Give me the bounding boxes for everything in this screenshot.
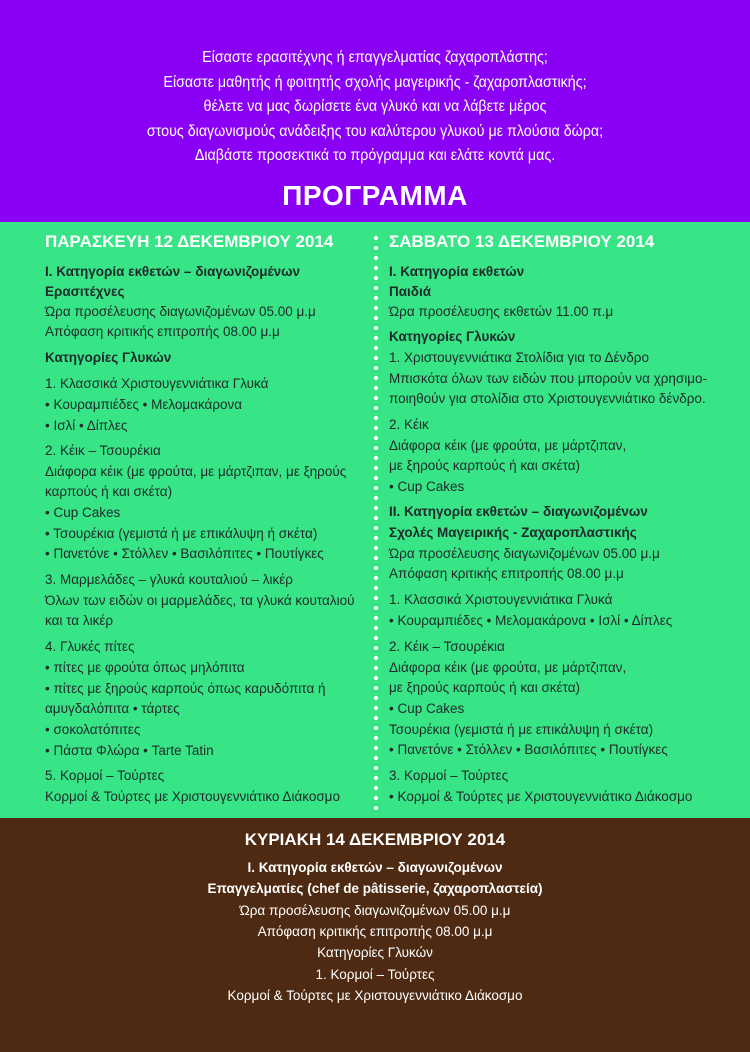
divider-dot	[374, 716, 378, 720]
saturday-line: Σχολές Μαγειρικής - Ζαχαροπλαστικής	[389, 525, 637, 540]
friday-heading: ΠΑΡΑΣΚΕΥΗ 12 ΔΕΚΕΜΒΡΙΟΥ 2014	[45, 232, 334, 251]
divider-dot	[374, 496, 378, 500]
divider-dot	[374, 416, 378, 420]
saturday-line: 1. Κλασσικά Χριστουγεννιάτικα Γλυκά	[389, 592, 613, 607]
friday-line: • Τσουρέκια (γεμιστά ή με επικάλυψη ή σκέτα)	[45, 526, 318, 541]
divider-dot	[374, 296, 378, 300]
friday-line: I. Κατηγορία εκθετών – διαγωνιζομένων	[45, 264, 301, 279]
divider-dot	[374, 546, 378, 550]
friday-line: • πίτες με ξηρούς καρπούς όπως καρυδόπιτα ή	[45, 681, 326, 696]
divider-dot	[374, 436, 378, 440]
program-columns	[0, 222, 750, 818]
saturday-line: • Κορμοί & Τούρτες με Χριστουγεννιάτικο Διάκοσμο	[389, 789, 693, 804]
divider-dot	[374, 306, 378, 310]
divider-dot	[374, 586, 378, 590]
friday-line: Κατηγορίες Γλυκών	[45, 350, 172, 365]
divider-dot	[374, 466, 378, 470]
friday-line: και τα λικέρ	[45, 613, 114, 628]
saturday-line: 3. Κορμοί – Τούρτες	[389, 768, 509, 783]
divider-dot	[374, 646, 378, 650]
divider-dot	[374, 756, 378, 760]
divider-dot	[374, 526, 378, 530]
friday-line: Ερασιτέχνες	[45, 284, 125, 299]
saturday-line: • Cup Cakes	[389, 479, 465, 494]
saturday-line: Κατηγορίες Γλυκών	[389, 329, 516, 344]
intro-section	[0, 0, 750, 222]
divider-dot	[374, 666, 378, 670]
divider-dot	[374, 456, 378, 460]
divider-dot	[374, 396, 378, 400]
divider-dot	[374, 566, 378, 570]
divider-dot	[374, 796, 378, 800]
saturday-line: Απόφαση κριτικής επιτροπής 08.00 μ.μ	[389, 566, 624, 581]
divider-dot	[374, 656, 378, 660]
saturday-line: Παιδιά	[389, 284, 432, 299]
divider-dot	[374, 326, 378, 330]
divider-dot	[374, 686, 378, 690]
friday-line: 3. Μαρμελάδες – γλυκά κουταλιού – λικέρ	[45, 572, 293, 587]
saturday-line: Μπισκότα όλων των ειδών που μπορούν να χρησιμο-	[389, 371, 708, 386]
divider-dot	[374, 616, 378, 620]
friday-line: καρπούς ή και σκέτα)	[45, 484, 173, 499]
divider-dot	[374, 596, 378, 600]
divider-dot	[374, 446, 378, 450]
intro-line: στους διαγωνισμούς ανάδειξης του καλύτερου γλυκού με πλούσια δώρα;	[146, 122, 604, 140]
divider-dot	[374, 786, 378, 790]
saturday-line: • Πανετόνε • Στόλλεν • Βασιλόπιτες • Πουτίγκες	[389, 742, 668, 757]
friday-line: Ώρα προσέλευσης διαγωνιζομένων 05.00 μ.μ	[45, 304, 316, 319]
saturday-line: Διάφορα κέικ (με φρούτα, με μάρτζιπαν,	[389, 660, 627, 675]
friday-line: Απόφαση κριτικής επιτροπής 08.00 μ.μ	[45, 324, 280, 339]
divider-dot	[374, 676, 378, 680]
divider-dot	[374, 556, 378, 560]
saturday-line: 1. Χριστουγεννιάτικα Στολίδια για το Δένδρο	[389, 350, 649, 365]
saturday-heading: ΣΑΒΒΑΤΟ 13 ΔΕΚΕΜΒΡΙΟΥ 2014	[389, 232, 655, 251]
divider-dot	[374, 736, 378, 740]
friday-line: 1. Κλασσικά Χριστουγεννιάτικα Γλυκά	[45, 376, 269, 391]
divider-dot	[374, 726, 378, 730]
divider-dot	[374, 696, 378, 700]
friday-line: • Πάστα Φλώρα • Tarte Tatin	[45, 743, 214, 758]
intro-line: Είσαστε μαθητής ή φοιτητής σχολής μαγειρικής - ζαχαροπλαστικής;	[163, 73, 587, 91]
saturday-line: με ξηρούς καρπούς ή και σκέτα)	[389, 680, 581, 695]
divider-dot	[374, 256, 378, 260]
divider-dot	[374, 536, 378, 540]
divider-dot	[374, 266, 378, 270]
divider-dot	[374, 576, 378, 580]
divider-dot	[374, 606, 378, 610]
divider-dot	[374, 246, 378, 250]
saturday-line: I. Κατηγορία εκθετών	[389, 264, 525, 279]
friday-line: 5. Κορμοί – Τούρτες	[45, 768, 165, 783]
friday-line: • σοκολατόπιτες	[45, 722, 141, 737]
sunday-line: 1. Κορμοί – Τούρτες	[315, 967, 435, 982]
divider-dot	[374, 636, 378, 640]
divider-dot	[374, 286, 378, 290]
sunday-line: Κορμοί & Τούρτες με Χριστουγεννιάτικο Διάκοσμο	[227, 988, 523, 1003]
saturday-line: Τσουρέκια (γεμιστά ή με επικάλυψη ή σκέτα)	[389, 722, 654, 737]
divider-dot	[374, 706, 378, 710]
divider-dot	[374, 406, 378, 410]
sunday-line: Απόφαση κριτικής επιτροπής 08.00 μ.μ	[257, 924, 493, 939]
divider-dot	[374, 776, 378, 780]
friday-line: • Πανετόνε • Στόλλεν • Βασιλόπιτες • Πουτίγκες	[45, 546, 324, 561]
friday-line: • Κουραμπιέδες • Μελομακάρονα	[45, 397, 243, 412]
divider-dot	[374, 626, 378, 630]
divider-dot	[374, 376, 378, 380]
divider-dot	[374, 486, 378, 490]
saturday-line: II. Κατηγορία εκθετών – διαγωνιζομένων	[389, 504, 648, 519]
friday-line: Κορμοί & Τούρτες με Χριστουγεννιάτικο Διάκοσμο	[45, 789, 340, 804]
saturday-line: Διάφορα κέικ (με φρούτα, με μάρτζιπαν,	[389, 438, 627, 453]
sunday-heading: ΚΥΡΙΑΚΗ 14 ΔΕΚΕΜΒΡΙΟΥ 2014	[244, 830, 506, 849]
sunday-line: I. Κατηγορία εκθετών – διαγωνιζομένων	[247, 860, 503, 875]
friday-line: Όλων των ειδών οι μαρμελάδες, τα γλυκά κουταλιού	[45, 593, 355, 608]
saturday-line: Ώρα προσέλευσης διαγωνιζομένων 05.00 μ.μ	[389, 546, 660, 561]
divider-dot	[374, 386, 378, 390]
divider-dot	[374, 766, 378, 770]
divider-dot	[374, 236, 378, 240]
divider-dot	[374, 336, 378, 340]
divider-dot	[374, 316, 378, 320]
divider-dot	[374, 346, 378, 350]
friday-line: Διάφορα κέικ (με φρούτα, με μάρτζιπαν, με ξηρούς	[45, 464, 347, 479]
intro-line: θέλετε να μας δωρίσετε ένα γλυκό και να λάβετε μέρος	[203, 98, 547, 115]
saturday-line: ποιηθούν για στολίδια στο Χριστουγεννιάτικο δένδρο.	[389, 391, 706, 406]
sunday-line: Ώρα προσέλευσης διαγωνιζομένων 05.00 μ.μ	[239, 903, 511, 918]
divider-dot	[374, 516, 378, 520]
saturday-line: 2. Κέικ	[389, 417, 429, 432]
program-title: ΠΡΟΓΡΑΜΜΑ	[282, 180, 468, 211]
friday-line: • πίτες με φρούτα όπως μηλόπιτα	[45, 660, 245, 675]
saturday-line: • Κουραμπιέδες • Μελομακάρονα • Ισλί • Δίπλες	[389, 613, 673, 628]
divider-dot	[374, 476, 378, 480]
divider-dot	[374, 506, 378, 510]
saturday-line: Ώρα προσέλευσης εκθετών 11.00 π.μ	[389, 304, 614, 319]
sunday-line: Κατηγορίες Γλυκών	[317, 945, 433, 960]
column-divider	[374, 236, 378, 814]
intro-line: Διαβάστε προσεκτικά το πρόγραμμα και ελάτε κοντά μας.	[194, 147, 556, 164]
friday-line: 4. Γλυκές πίτες	[45, 639, 135, 654]
intro-line: Είσαστε ερασιτέχνης ή επαγγελματίας ζαχαροπλάστης;	[202, 49, 548, 66]
friday-line: • Ισλί • Δίπλες	[45, 418, 128, 433]
divider-dot	[374, 426, 378, 430]
saturday-line: • Cup Cakes	[389, 701, 465, 716]
saturday-line: 2. Κέικ – Τσουρέκια	[389, 639, 505, 654]
divider-dot	[374, 366, 378, 370]
divider-dot	[374, 276, 378, 280]
friday-line: 2. Κέικ – Τσουρέκια	[45, 443, 161, 458]
sunday-line: Επαγγελματίες (chef de pâtisserie, ζαχαροπλαστεία)	[207, 881, 543, 896]
friday-line: • Cup Cakes	[45, 505, 121, 520]
divider-dot	[374, 806, 378, 810]
divider-dot	[374, 746, 378, 750]
friday-line: αμυγδαλόπιτα • τάρτες	[45, 701, 180, 716]
sunday-section	[0, 818, 750, 1052]
divider-dot	[374, 356, 378, 360]
intro-text	[30, 46, 720, 169]
saturday-line: με ξηρούς καρπούς ή και σκέτα)	[389, 458, 581, 473]
